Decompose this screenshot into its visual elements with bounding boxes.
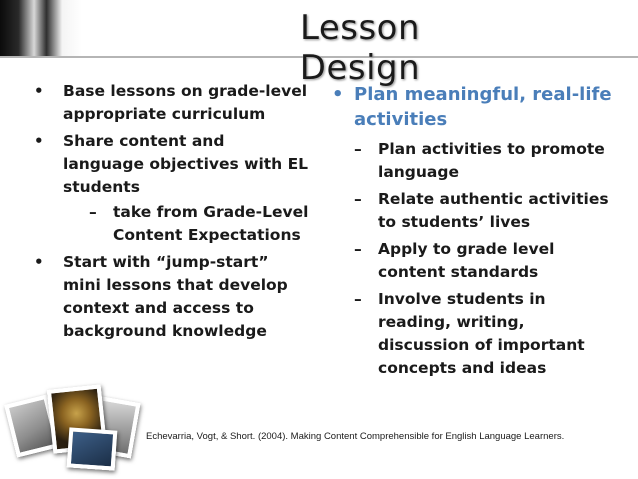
- bullet-line: background knowledge: [63, 322, 267, 340]
- left-column: [34, 80, 319, 347]
- bullet-icon: •: [34, 253, 44, 271]
- sub-bullet-line: reading, writing,: [378, 313, 525, 331]
- bullet-item: [34, 80, 319, 126]
- bullet-line: appropriate curriculum: [63, 105, 266, 123]
- dash-icon: –: [354, 190, 362, 208]
- sub-bullet-item: [354, 288, 630, 380]
- sub-bullet-item: [354, 188, 630, 234]
- sub-bullet-line: Relate authentic activities: [378, 190, 609, 208]
- bullet-line: Start with “jump-start”: [63, 253, 269, 271]
- sub-bullet-line: content standards: [378, 263, 539, 281]
- bullet-item: [34, 251, 319, 343]
- bullet-icon: •: [34, 82, 44, 100]
- photo-frame: [67, 427, 118, 470]
- sub-bullet-line: discussion of important: [378, 336, 585, 354]
- decorative-stripe-fade: [62, 0, 82, 58]
- sub-bullet-line: take from Grade-Level: [113, 203, 309, 221]
- bullet-line: language objectives with EL: [63, 155, 309, 173]
- dash-icon: –: [89, 203, 97, 221]
- sub-bullet-line: Plan activities to promote: [378, 140, 605, 158]
- sub-bullet-item: [354, 238, 630, 284]
- slide-title: Lesson Design: [299, 8, 421, 88]
- dash-icon: –: [354, 140, 362, 158]
- sub-bullet-line: Apply to grade level: [378, 240, 555, 258]
- sub-bullet-line: to students’ lives: [378, 213, 531, 231]
- dash-icon: –: [354, 290, 362, 308]
- right-heading-bullet: [330, 82, 630, 132]
- bullet-item: [34, 130, 319, 247]
- bullet-line: Base lessons on grade-level: [63, 82, 308, 100]
- bullet-line: Share content and: [63, 132, 225, 150]
- right-column: [330, 82, 630, 384]
- heading-line: activities: [354, 109, 448, 130]
- photo-collage: [8, 383, 138, 475]
- bullet-line: context and access to: [63, 299, 254, 317]
- sub-bullet-line: language: [378, 163, 460, 181]
- sub-bullet-item: [354, 138, 630, 184]
- right-sub-list: [330, 138, 630, 380]
- heading-line: Plan meaningful, real-life: [354, 84, 612, 105]
- decorative-stripe: [0, 0, 62, 58]
- bullet-line: mini lessons that develop: [63, 276, 288, 294]
- sub-bullet-line: Content Expectations: [113, 226, 301, 244]
- dash-icon: –: [354, 240, 362, 258]
- sub-bullet-line: concepts and ideas: [378, 359, 547, 377]
- sub-list: [63, 201, 319, 247]
- sub-bullet-item: [89, 201, 319, 247]
- bullet-icon: •: [34, 132, 44, 150]
- sub-bullet-line: Involve students in: [378, 290, 546, 308]
- bullet-line: students: [63, 178, 140, 196]
- bullet-icon: •: [332, 84, 344, 105]
- title-band: [0, 0, 638, 88]
- citation: Echevarria, Vogt, & Short. (2004). Making Content Comprehensible for English Language Learners.: [146, 431, 565, 442]
